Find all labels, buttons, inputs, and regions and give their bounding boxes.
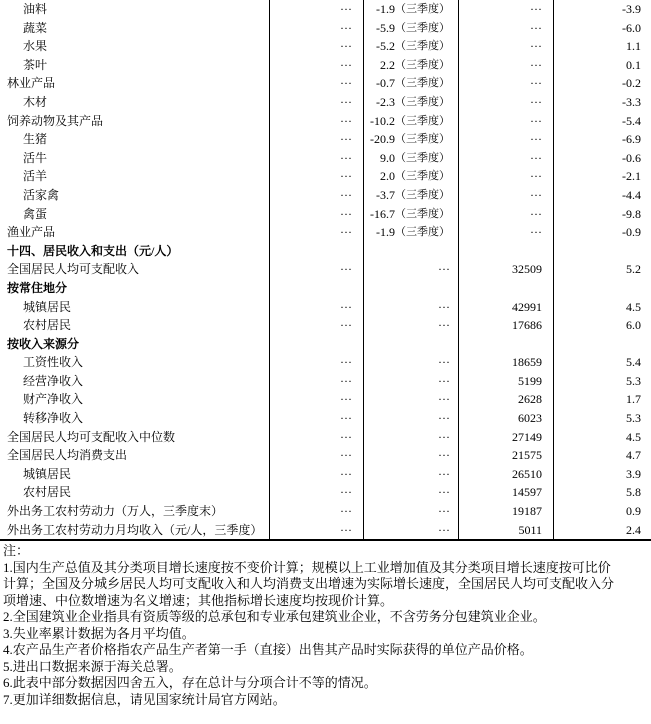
table-row — [0, 0, 651, 19]
indicator-label: 油料 — [23, 2, 48, 16]
cell-dots-col2: ··· — [269, 353, 363, 372]
cell-quarter-value: ··· — [363, 353, 458, 372]
indicator-label: 城镇居民 — [23, 466, 72, 481]
cell-absolute-value: 14597 — [458, 483, 553, 502]
cell-dots-col2 — [269, 335, 363, 354]
indicator-label: 活家禽 — [23, 187, 60, 202]
note-item: 6.此表中部分数据因四舍五入，存在总计与分项合计不等的情况。 — [3, 675, 377, 691]
indicator-label: 蔬菜 — [23, 20, 48, 35]
quarter-suffix: （三季度） — [395, 207, 450, 220]
table-row — [0, 205, 651, 224]
cell-dots-col2: ··· — [269, 205, 363, 224]
table-row — [0, 112, 651, 131]
table-row — [0, 446, 651, 465]
indicator-label: 外出务工农村劳动力月均收入（元/人，三季度） — [7, 522, 263, 537]
quarter-number: -0.7 — [376, 76, 395, 91]
cell-dots-col2 — [269, 242, 363, 261]
quarter-number: -10.2 — [370, 113, 395, 128]
cell-growth-rate: 3.9 — [553, 465, 651, 484]
quarter-suffix: （三季度） — [395, 170, 450, 183]
note-item: 7.更加详细数据信息，请见国家统计局官方网站。 — [3, 691, 286, 707]
quarter-number: 2.0 — [380, 169, 395, 184]
table-row — [0, 19, 651, 38]
indicator-label: 经营净收入 — [23, 373, 84, 388]
cell-absolute-value: ··· — [458, 56, 553, 75]
cell-dots-col2: ··· — [269, 19, 363, 38]
cell-absolute-value: ··· — [458, 130, 553, 149]
table-row — [0, 465, 651, 484]
cell-dots-col2: ··· — [269, 149, 363, 168]
cell-growth-rate: 4.7 — [553, 446, 651, 465]
cell-absolute-value: ··· — [458, 223, 553, 242]
cell-growth-rate: 4.5 — [553, 428, 651, 447]
cell-absolute-value: 6023 — [458, 409, 553, 428]
quarter-number: -1.9 — [376, 225, 395, 240]
table-row — [0, 298, 651, 317]
cell-quarter-value — [363, 19, 458, 38]
indicator-label: 全国居民人均消费支出 — [7, 448, 128, 463]
cell-growth-rate: 6.0 — [553, 316, 651, 335]
cell-quarter-value: ··· — [363, 502, 458, 521]
cell-absolute-value: 27149 — [458, 428, 553, 447]
table-row — [0, 428, 651, 447]
cell-quarter-value: ··· — [363, 465, 458, 484]
cell-absolute-value: ··· — [458, 167, 553, 186]
table-row — [0, 279, 651, 298]
cell-quarter-value: ··· — [363, 446, 458, 465]
cell-growth-rate: -3.3 — [553, 93, 651, 112]
indicator-label: 农村居民 — [23, 318, 72, 333]
cell-quarter-value — [363, 130, 458, 149]
cell-quarter-value: ··· — [363, 483, 458, 502]
cell-absolute-value — [458, 335, 553, 354]
note-item: 1.国内生产总值及其分类项目增长速度按不变价计算；规模以上工业增加值及其分类项目增长速度按可比价计算；全国及分城乡居民人均可支配收入和人均消费支出增速为实际增长速度，全国居民人均可支配收入分项增速、中位数增速为名义增速；其他指标增长速度均按现价计算。 — [3, 559, 615, 608]
quarter-number: -2.3 — [376, 94, 395, 109]
table-row — [0, 74, 651, 93]
notes-list — [3, 560, 617, 709]
indicator-label: 按常住地分 — [7, 280, 68, 295]
cell-growth-rate: -6.9 — [553, 130, 651, 149]
quarter-suffix: （三季度） — [395, 3, 450, 15]
table-row — [0, 483, 651, 502]
indicator-label: 活牛 — [23, 150, 48, 165]
table-row — [0, 260, 651, 279]
table-row — [0, 316, 651, 335]
cell-quarter-value: ··· — [363, 521, 458, 540]
cell-dots-col2: ··· — [269, 112, 363, 131]
cell-dots-col2: ··· — [269, 223, 363, 242]
indicator-label: 水果 — [23, 39, 48, 54]
indicator-label: 全国居民人均可支配收入中位数 — [7, 429, 176, 444]
quarter-suffix: （三季度） — [395, 40, 450, 53]
cell-absolute-value: 5199 — [458, 372, 553, 391]
cell-dots-col2: ··· — [269, 93, 363, 112]
cell-absolute-value: ··· — [458, 93, 553, 112]
cell-quarter-value — [363, 37, 458, 56]
cell-dots-col2: ··· — [269, 0, 363, 19]
table-row — [0, 353, 651, 372]
indicator-label: 城镇居民 — [23, 299, 72, 314]
table-row — [0, 335, 651, 354]
quarter-number: -1.9 — [376, 2, 395, 16]
cell-dots-col2: ··· — [269, 446, 363, 465]
cell-dots-col2: ··· — [269, 130, 363, 149]
table-row — [0, 93, 651, 112]
indicator-label: 按收入来源分 — [7, 336, 80, 351]
cell-quarter-value: ··· — [363, 390, 458, 409]
cell-quarter-value — [363, 149, 458, 168]
quarter-number: -5.9 — [376, 20, 395, 35]
cell-dots-col2: ··· — [269, 372, 363, 391]
note-item: 2.全国建筑业企业指具有资质等级的总承包和专业承包建筑业企业，不含劳务分包建筑业企业。 — [3, 609, 546, 625]
table-row — [0, 186, 651, 205]
cell-absolute-value: 21575 — [458, 446, 553, 465]
cell-growth-rate: -3.9 — [553, 0, 651, 19]
cell-growth-rate: -6.0 — [553, 19, 651, 38]
cell-growth-rate: 5.8 — [553, 483, 651, 502]
cell-absolute-value: ··· — [458, 205, 553, 224]
cell-growth-rate: 1.1 — [553, 37, 651, 56]
quarter-number: 9.0 — [380, 150, 395, 165]
cell-dots-col2: ··· — [269, 186, 363, 205]
cell-dots-col2 — [269, 279, 363, 298]
table-row — [0, 130, 651, 149]
quarter-number: -3.7 — [376, 187, 395, 202]
table-row — [0, 56, 651, 75]
indicator-label: 转移净收入 — [23, 411, 84, 426]
cell-growth-rate: 5.2 — [553, 260, 651, 279]
cell-absolute-value: ··· — [458, 19, 553, 38]
table-row — [0, 409, 651, 428]
note-item: 4.农产品生产者价格指农产品生产者第一手（直接）出售其产品时实际获得的单位产品价格。 — [3, 642, 533, 658]
cell-quarter-value: ··· — [363, 260, 458, 279]
indicator-label: 饲养动物及其产品 — [7, 113, 104, 128]
cell-quarter-value — [363, 335, 458, 354]
cell-absolute-value: 5011 — [458, 521, 553, 540]
indicator-label: 禽蛋 — [23, 206, 48, 221]
cell-quarter-value — [363, 205, 458, 224]
quarter-suffix: （三季度） — [395, 21, 450, 34]
indicator-label: 十四、居民收入和支出（元/人） — [7, 243, 179, 258]
cell-quarter-value — [363, 74, 458, 93]
cell-dots-col2: ··· — [269, 409, 363, 428]
indicator-label: 木材 — [23, 94, 48, 109]
quarter-suffix: （三季度） — [395, 95, 450, 108]
cell-quarter-value: ··· — [363, 298, 458, 317]
cell-dots-col2: ··· — [269, 483, 363, 502]
note-item: 5.进出口数据来源于海关总署。 — [3, 658, 182, 674]
cell-dots-col2: ··· — [269, 298, 363, 317]
quarter-number: -16.7 — [370, 206, 395, 221]
quarter-number: -20.9 — [370, 132, 395, 147]
cell-absolute-value — [458, 279, 553, 298]
quarter-suffix: （三季度） — [395, 226, 450, 239]
indicator-label: 农村居民 — [23, 485, 72, 500]
indicator-label: 生猪 — [23, 132, 48, 147]
cell-dots-col2: ··· — [269, 260, 363, 279]
cell-growth-rate: -9.8 — [553, 205, 651, 224]
notes-section — [0, 541, 621, 708]
indicator-label: 财产净收入 — [23, 392, 84, 407]
cell-absolute-value: ··· — [458, 37, 553, 56]
cell-quarter-value — [363, 56, 458, 75]
cell-growth-rate — [553, 242, 651, 261]
cell-dots-col2: ··· — [269, 390, 363, 409]
quarter-suffix: （三季度） — [395, 114, 450, 127]
note-item: 3.失业率累计数据为各月平均值。 — [3, 625, 195, 641]
quarter-suffix: （三季度） — [395, 77, 450, 90]
cell-quarter-value — [363, 93, 458, 112]
table-row — [0, 149, 651, 168]
indicator-label: 活羊 — [23, 169, 48, 184]
quarter-suffix: （三季度） — [395, 133, 450, 146]
cell-growth-rate: 5.3 — [553, 372, 651, 391]
cell-quarter-value — [363, 167, 458, 186]
cell-quarter-value: ··· — [363, 316, 458, 335]
cell-dots-col2: ··· — [269, 502, 363, 521]
cell-growth-rate: 0.1 — [553, 56, 651, 75]
cell-absolute-value: 18659 — [458, 353, 553, 372]
cell-growth-rate — [553, 335, 651, 354]
cell-dots-col2: ··· — [269, 167, 363, 186]
cell-quarter-value — [363, 223, 458, 242]
cell-quarter-value: ··· — [363, 409, 458, 428]
cell-growth-rate: -0.2 — [553, 74, 651, 93]
quarter-number: 2.2 — [380, 57, 395, 72]
table-row — [0, 37, 651, 56]
cell-absolute-value: ··· — [458, 74, 553, 93]
cell-growth-rate: 5.4 — [553, 353, 651, 372]
cell-absolute-value: ··· — [458, 149, 553, 168]
table-row — [0, 242, 651, 261]
cell-growth-rate: -0.9 — [553, 223, 651, 242]
cell-quarter-value — [363, 112, 458, 131]
cell-absolute-value: 2628 — [458, 390, 553, 409]
cell-growth-rate: -0.6 — [553, 149, 651, 168]
indicator-label: 林业产品 — [7, 76, 56, 91]
table-row — [0, 502, 651, 521]
notes-label: 注： — [3, 543, 30, 559]
table-row — [0, 521, 651, 540]
cell-absolute-value: ··· — [458, 0, 553, 19]
table-row — [0, 223, 651, 242]
cell-growth-rate: 4.5 — [553, 298, 651, 317]
cell-growth-rate — [553, 279, 651, 298]
cell-absolute-value: 17686 — [458, 316, 553, 335]
table-row — [0, 372, 651, 391]
cell-growth-rate: 0.9 — [553, 502, 651, 521]
cell-absolute-value: 19187 — [458, 502, 553, 521]
quarter-suffix: （三季度） — [395, 58, 450, 71]
cell-growth-rate: -4.4 — [553, 186, 651, 205]
cell-dots-col2: ··· — [269, 428, 363, 447]
indicator-label: 渔业产品 — [7, 225, 56, 240]
cell-absolute-value — [458, 242, 553, 261]
indicator-label: 外出务工农村劳动力（万人，三季度末） — [7, 504, 224, 519]
indicator-label: 全国居民人均可支配收入 — [7, 262, 140, 277]
cell-dots-col2: ··· — [269, 37, 363, 56]
cell-dots-col2: ··· — [269, 521, 363, 540]
cell-absolute-value: 32509 — [458, 260, 553, 279]
indicator-label: 工资性收入 — [23, 355, 84, 370]
cell-absolute-value: ··· — [458, 112, 553, 131]
quarter-number: -5.2 — [376, 39, 395, 54]
table-row — [0, 390, 651, 409]
table-row — [0, 167, 651, 186]
cell-quarter-value — [363, 0, 458, 19]
cell-growth-rate: -5.4 — [553, 112, 651, 131]
cell-growth-rate: 5.3 — [553, 409, 651, 428]
cell-dots-col2: ··· — [269, 56, 363, 75]
cell-quarter-value — [363, 242, 458, 261]
cell-dots-col2: ··· — [269, 316, 363, 335]
cell-quarter-value: ··· — [363, 372, 458, 391]
cell-quarter-value: ··· — [363, 428, 458, 447]
cell-dots-col2: ··· — [269, 465, 363, 484]
cell-quarter-value — [363, 186, 458, 205]
cell-absolute-value: ··· — [458, 186, 553, 205]
quarter-suffix: （三季度） — [395, 151, 450, 164]
cell-absolute-value: 26510 — [458, 465, 553, 484]
cell-growth-rate: -2.1 — [553, 167, 651, 186]
indicator-label: 茶叶 — [23, 57, 48, 72]
quarter-suffix: （三季度） — [395, 188, 450, 201]
cell-absolute-value: 42991 — [458, 298, 553, 317]
cell-growth-rate: 1.7 — [553, 390, 651, 409]
cell-quarter-value — [363, 279, 458, 298]
cell-dots-col2: ··· — [269, 74, 363, 93]
cell-growth-rate: 2.4 — [553, 521, 651, 540]
